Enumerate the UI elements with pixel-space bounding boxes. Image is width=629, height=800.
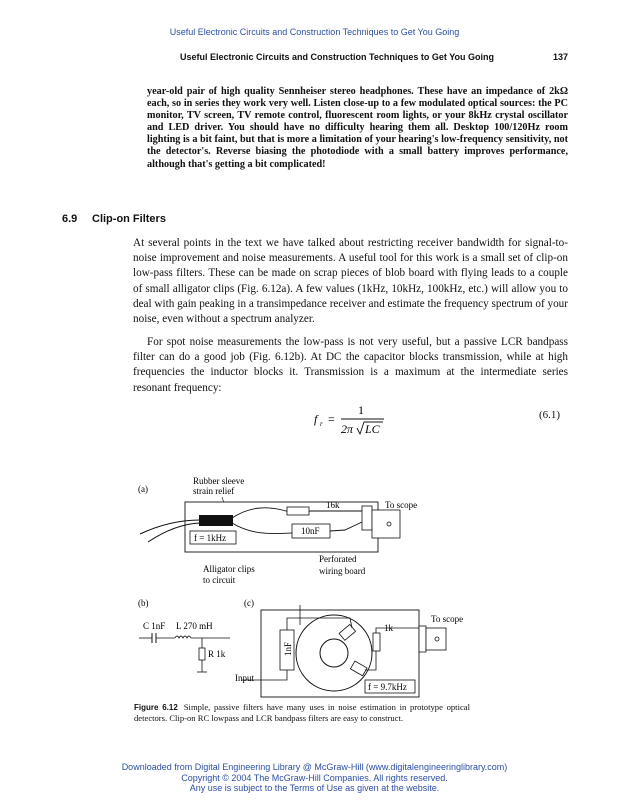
c-to-scope-label: To scope (431, 614, 464, 624)
eq-denominator-prefix: 2π (341, 422, 354, 436)
resistor-16k (287, 507, 309, 515)
equation-resonant-frequency (314, 402, 404, 438)
eq-numerator: 1 (358, 403, 364, 417)
running-head-title: Useful Electronic Circuits and Construction Techniques to Get You Going (180, 52, 495, 62)
eq-equals: = (328, 412, 335, 426)
to-circuit-label: to circuit (203, 575, 236, 585)
label-c: (c) (244, 598, 254, 608)
bnc-flange-c (419, 626, 426, 652)
section-number: 6.9 (62, 213, 78, 225)
c-input-label: Input (235, 673, 254, 683)
running-head (180, 52, 568, 62)
section-title: Clip-on Filters (92, 213, 166, 225)
footer-terms-line: Any use is subject to the Terms of Use as given at the website. (189, 783, 440, 793)
strain-relief-label: strain relief (193, 486, 235, 496)
bnc-connector (372, 510, 400, 538)
equation-number: (6.1) (539, 409, 561, 421)
page-number: 137 (552, 52, 568, 62)
c10nf-label: 10nF (301, 526, 320, 536)
caption-label: Figure 6.12 (134, 703, 178, 712)
to-scope-label: To scope (385, 500, 418, 510)
b-r-label: R 1k (208, 649, 226, 659)
alligator-label: Alligator clips (203, 564, 255, 574)
eq-lhs: f (314, 412, 318, 426)
r16k-label: 16k (326, 500, 340, 510)
f1khz-label: f = 1kHz (194, 533, 227, 543)
section-heading (62, 213, 166, 225)
resistor-1k-c (373, 633, 380, 651)
caption-text: Simple, passive filters have many uses in noise estimation in prototype optical detectors. Clip-on RC lowpass and LCR bandpass filters are easy to construct. (134, 702, 470, 723)
pot-core-center (320, 639, 348, 667)
wiring-board-label: wiring board (319, 566, 366, 576)
paragraph-lowpass: At several points in the text we have talked about restricting receiver bandwidth for signal-to-noise improvement and noise measurements. A useful tool for this work is a small set of clip-on low-pass filters. These can be made on scrap pieces of blob board with flying leads to a couple of small alligator clips (Fig. 6.12a). A few values (1kHz, 10kHz, 100kHz, etc.) will allow you to deal with gain peaking in a transimpedance receiver and estimate the frequency spectrum of your noise, even without a spectrum analyzer. (133, 237, 568, 326)
top-banner: Useful Electronic Circuits and Construction Techniques to Get You Going (169, 27, 460, 37)
paragraph-headphones: year-old pair of high quality Sennheiser stereo headphones. These have an impedance of 2kΩ each, so in series they work very well. Listen close-up to a few modulated optical sources: the PC monitor, TV screen, TV remote control, fluorescent room lights, or your 8kHz crystal oscillator and LED driver. You should have no difficulty hearing them all. Desktop 100/120Hz room lighting is a bit faint, but that is more a limitation of your hearing's low-frequency sensitivity, not the detector's. Reverse biasing the photodiode with a small battery improves performance, although that's getting a bit complicated! (147, 86, 568, 170)
rubber-sleeve (199, 515, 233, 526)
c-f-label: f = 9.7kHz (368, 682, 407, 692)
figure-caption (134, 702, 470, 724)
figure-panel-a (138, 476, 417, 585)
perforated-label: Perforated (319, 554, 357, 564)
figure-panel-c (235, 598, 463, 697)
footer-download-line: Downloaded from Digital Engineering Library @ McGraw-Hill (www.digitalengineeringlibrary.com) (121, 762, 508, 772)
rubber-sleeve-label: Rubber sleeve (193, 476, 245, 486)
figure-panel-b (138, 598, 230, 672)
paragraph-bandpass: For spot noise measurements the low-pass is not very useful, but a passive LCR bandpass filter can do a good job (Fig. 6.12b). At DC the capacitor blocks transmission, while at high frequencies the inductor blocks it. Transmission is a maximum at the intermediate series resonant frequency: (133, 336, 568, 394)
label-a: (a) (138, 484, 148, 494)
bnc-flange (362, 506, 372, 530)
footer-copyright-line: Copyright © 2004 The McGraw-Hill Companies. All rights reserved. (181, 772, 448, 783)
inductor-coil (175, 636, 191, 638)
footer (0, 762, 629, 794)
eq-radicand: LC (365, 422, 380, 436)
eq-sub: r (320, 420, 323, 428)
c-1nf-label: 1nF (283, 641, 293, 656)
resistor-1k (199, 648, 205, 660)
b-c-label: C 1nF (143, 621, 166, 631)
figure-6-12 (128, 470, 478, 698)
label-b: (b) (138, 598, 149, 608)
bnc-connector-c (426, 628, 446, 650)
c-1k-label: 1k (384, 623, 393, 633)
b-l-label: L 270 mH (176, 621, 213, 631)
